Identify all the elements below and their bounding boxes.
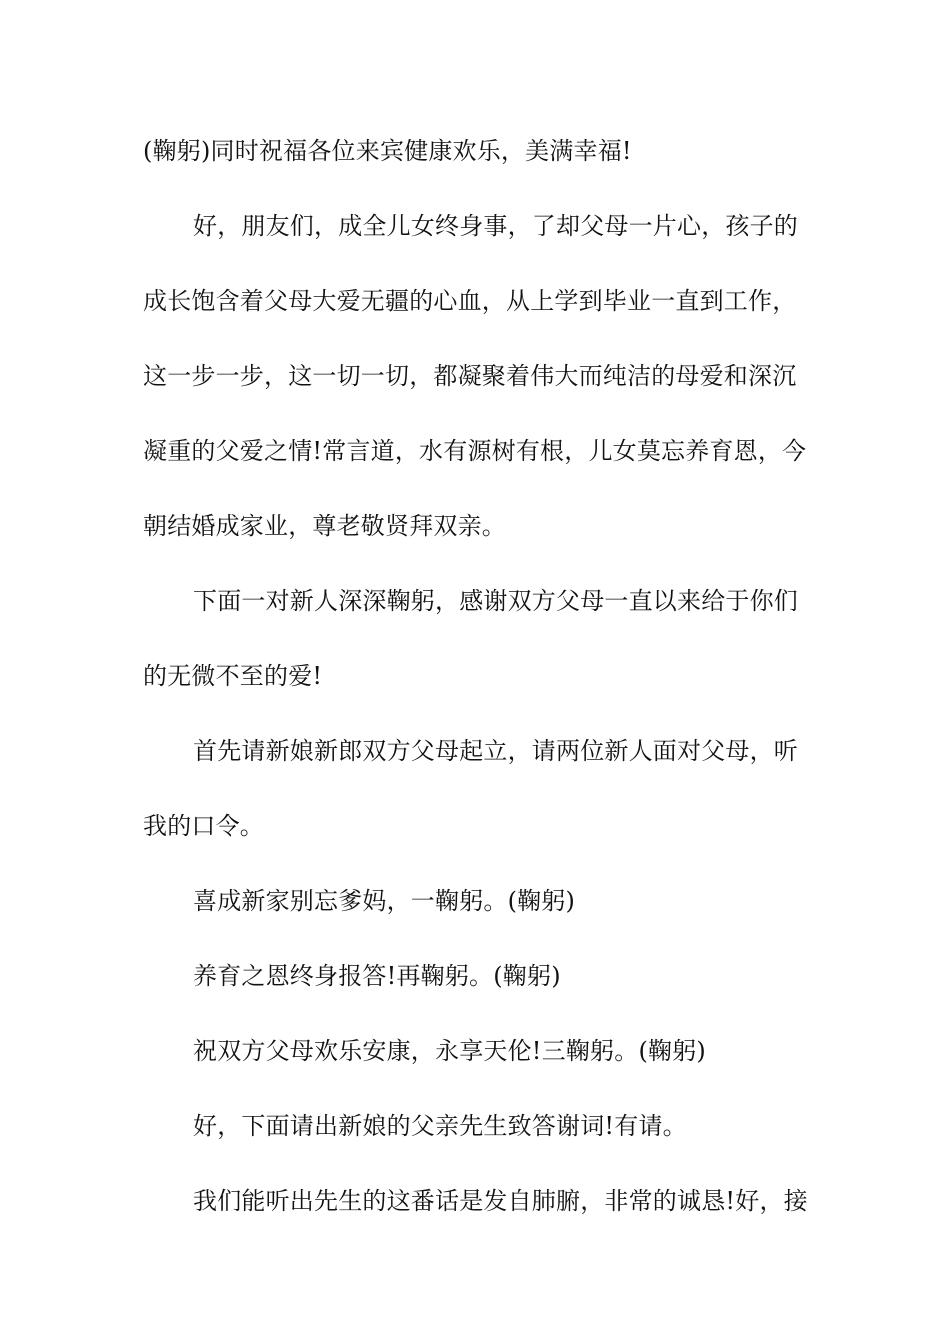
text-line-14: 好，下面请出新娘的父亲先生致答谢词!有请。: [193, 1112, 687, 1140]
text-line-9: 首先请新娘新郎双方父母起立，请两位新人面对父母，听: [193, 737, 798, 765]
text-line-7: 下面一对新人深深鞠躬，感谢双方父母一直以来给于你们: [193, 587, 798, 615]
text-line-8: 的无微不至的爱!: [143, 662, 323, 690]
text-line-4: 这一步一步，这一切一切，都凝聚着伟大而纯洁的母爱和深沉: [143, 362, 797, 390]
text-line-12: 养育之恩终身报答!再鞠躬。(鞠躬): [193, 962, 561, 990]
text-line-1: (鞠躬)同时祝福各位来宾健康欢乐，美满幸福!: [143, 137, 632, 165]
text-line-6: 朝结婚成家业，尊老敬贤拜双亲。: [143, 512, 506, 540]
text-line-5: 凝重的父爱之情!常言道，水有源树有根，儿女莫忘养育恩，今: [143, 437, 807, 465]
text-line-10: 我的口令。: [143, 812, 264, 840]
text-line-2: 好，朋友们，成全儿女终身事，了却父母一片心，孩子的: [193, 212, 798, 240]
text-line-11: 喜成新家别忘爹妈，一鞠躬。(鞠躬): [193, 887, 576, 915]
text-line-15: 我们能听出先生的这番话是发自肺腑，非常的诚恳!好，接: [193, 1187, 808, 1215]
text-line-13: 祝双方父母欢乐安康，永享天伦!三鞠躬。(鞠躬): [193, 1037, 706, 1065]
text-line-3: 成长饱含着父母大爱无疆的心血，从上学到毕业一直到工作，: [143, 287, 797, 315]
